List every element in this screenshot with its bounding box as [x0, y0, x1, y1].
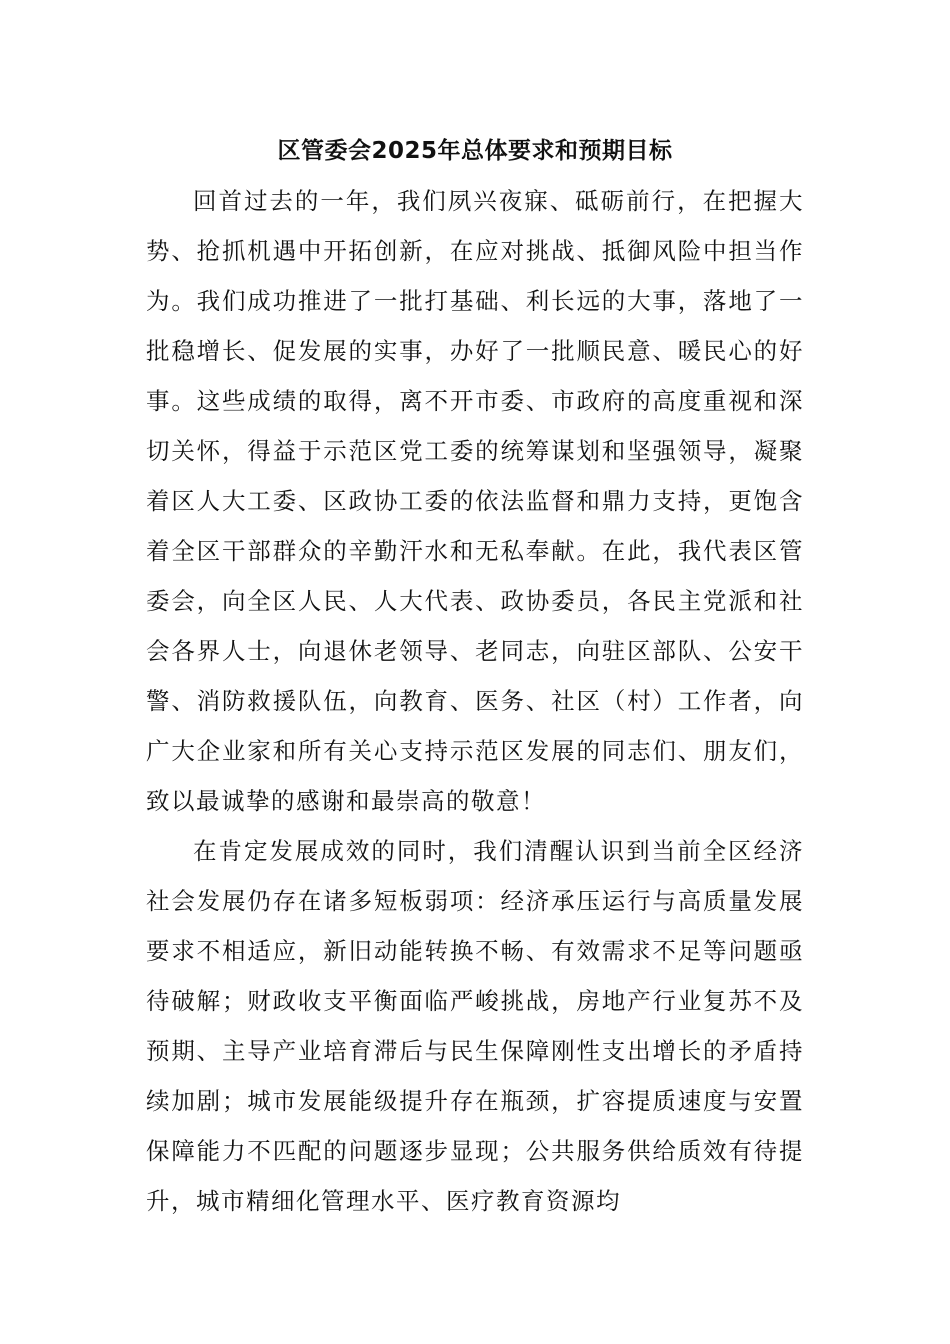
paragraph-1: 回首过去的一年，我们夙兴夜寐、砥砺前行，在把握大势、抢抓机遇中开拓创新，在应对挑战、抵御风险中担当作为。我们成功推进了一批打基础、利长远的大事，落地了一批稳增长、促发展的实事，办好了一批顺民意、暖民心的好事。这些成绩的取得，离不开市委、市政府的高度重视和深切关怀，得益于示范区党工委的统筹谋划和坚强领导，凝聚着区人大工委、区政协工委的依法监督和鼎力支持，更饱含着全区干部群众的辛勤汗水和无私奉献。在此，我代表区管委会，向全区人民、人大代表、政协委员，各民主党派和社会各界人士，向退休老领导、老同志，向驻区部队、公安干警、消防救援队伍，向教育、医务、社区（村）工作者，向广大企业家和所有关心支持示范区发展的同志们、朋友们，致以最诚挚的感谢和最崇高的敬意！: [146, 187, 804, 815]
paragraph-2: 在肯定发展成效的同时，我们清醒认识到当前全区经济社会发展仍存在诸多短板弱项：经济承压运行与高质量发展要求不相适应，新旧动能转换不畅、有效需求不足等问题亟待破解；财政收支平衡面临严峻挑战，房地产行业复苏不及预期、主导产业培育滞后与民生保障刚性支出增长的矛盾持续加剧；城市发展能级提升存在瓶颈，扩容提质速度与安置保障能力不匹配的问题逐步显现；公共服务供给质效有待提升，城市精细化管理水平、医疗教育资源均: [146, 837, 804, 1215]
document-title: 区管委会2025年总体要求和预期目标: [277, 138, 673, 164]
document-body: [146, 176, 804, 1226]
